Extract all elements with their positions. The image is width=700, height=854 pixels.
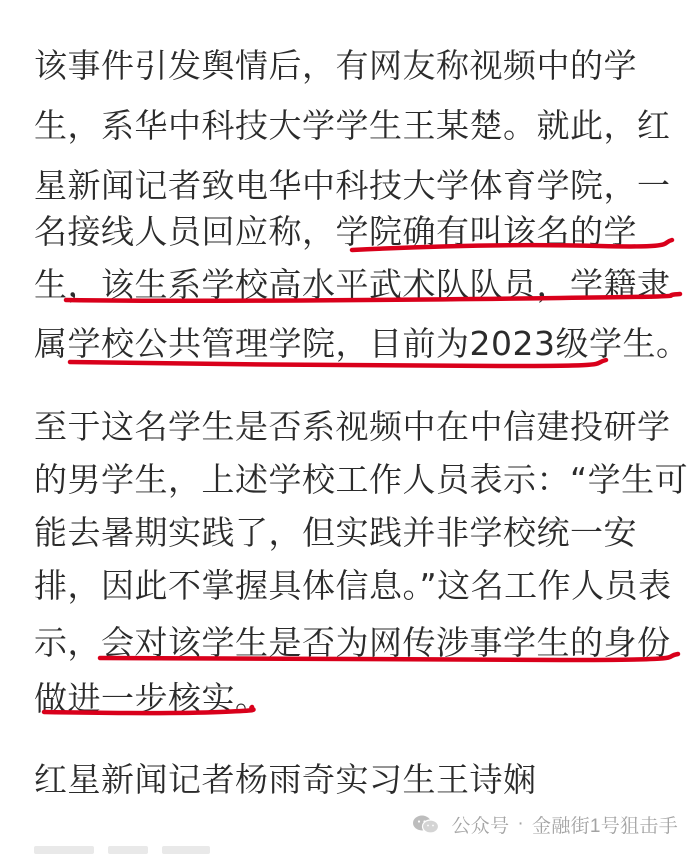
paragraph-1-line-5: 生，该生系学校高水平武术队队员，学籍隶 xyxy=(34,265,671,304)
wechat-official-account-icon xyxy=(411,813,441,835)
paragraph-1-line-1: 该事件引发舆情后，有网友称视频中的学 xyxy=(34,46,637,85)
watermark-prefix: 公众号 xyxy=(451,815,510,837)
paragraph-2-line-6: 做进一步核实。 xyxy=(34,679,269,718)
cropped-text-remnant xyxy=(34,846,244,854)
watermark-separator: · xyxy=(517,813,525,834)
byline: 红星新闻记者杨雨奇实习生王诗娴 xyxy=(34,760,537,799)
paragraph-1-line-2: 生，系华中科技大学学生王某楚。就此，红 xyxy=(34,106,671,145)
paragraph-1-line-3: 星新闻记者致电华中科技大学体育学院，一 xyxy=(34,166,671,205)
watermark-account: 金融街1号狙击手 xyxy=(532,815,678,837)
paragraph-2-line-1: 至于这名学生是否系视频中在中信建投研学 xyxy=(34,407,671,446)
paragraph-1-line-6: 属学校公共管理学院，目前为2023级学生。 xyxy=(34,324,690,363)
paragraph-2-line-3: 能去暑期实践了，但实践并非学校统一安 xyxy=(34,513,637,552)
paragraph-2-line-4: 排，因此不掌握具体信息。”这名工作人员表 xyxy=(34,566,672,605)
paragraph-2-line-2: 的男学生，上述学校工作人员表示：“学生可 xyxy=(34,460,689,499)
paragraph-2-line-5: 示，会对该学生是否为网传涉事学生的身份 xyxy=(34,623,671,662)
paragraph-1-line-4: 名接线人员回应称，学院确有叫该名的学 xyxy=(34,212,637,251)
watermark xyxy=(411,810,678,838)
